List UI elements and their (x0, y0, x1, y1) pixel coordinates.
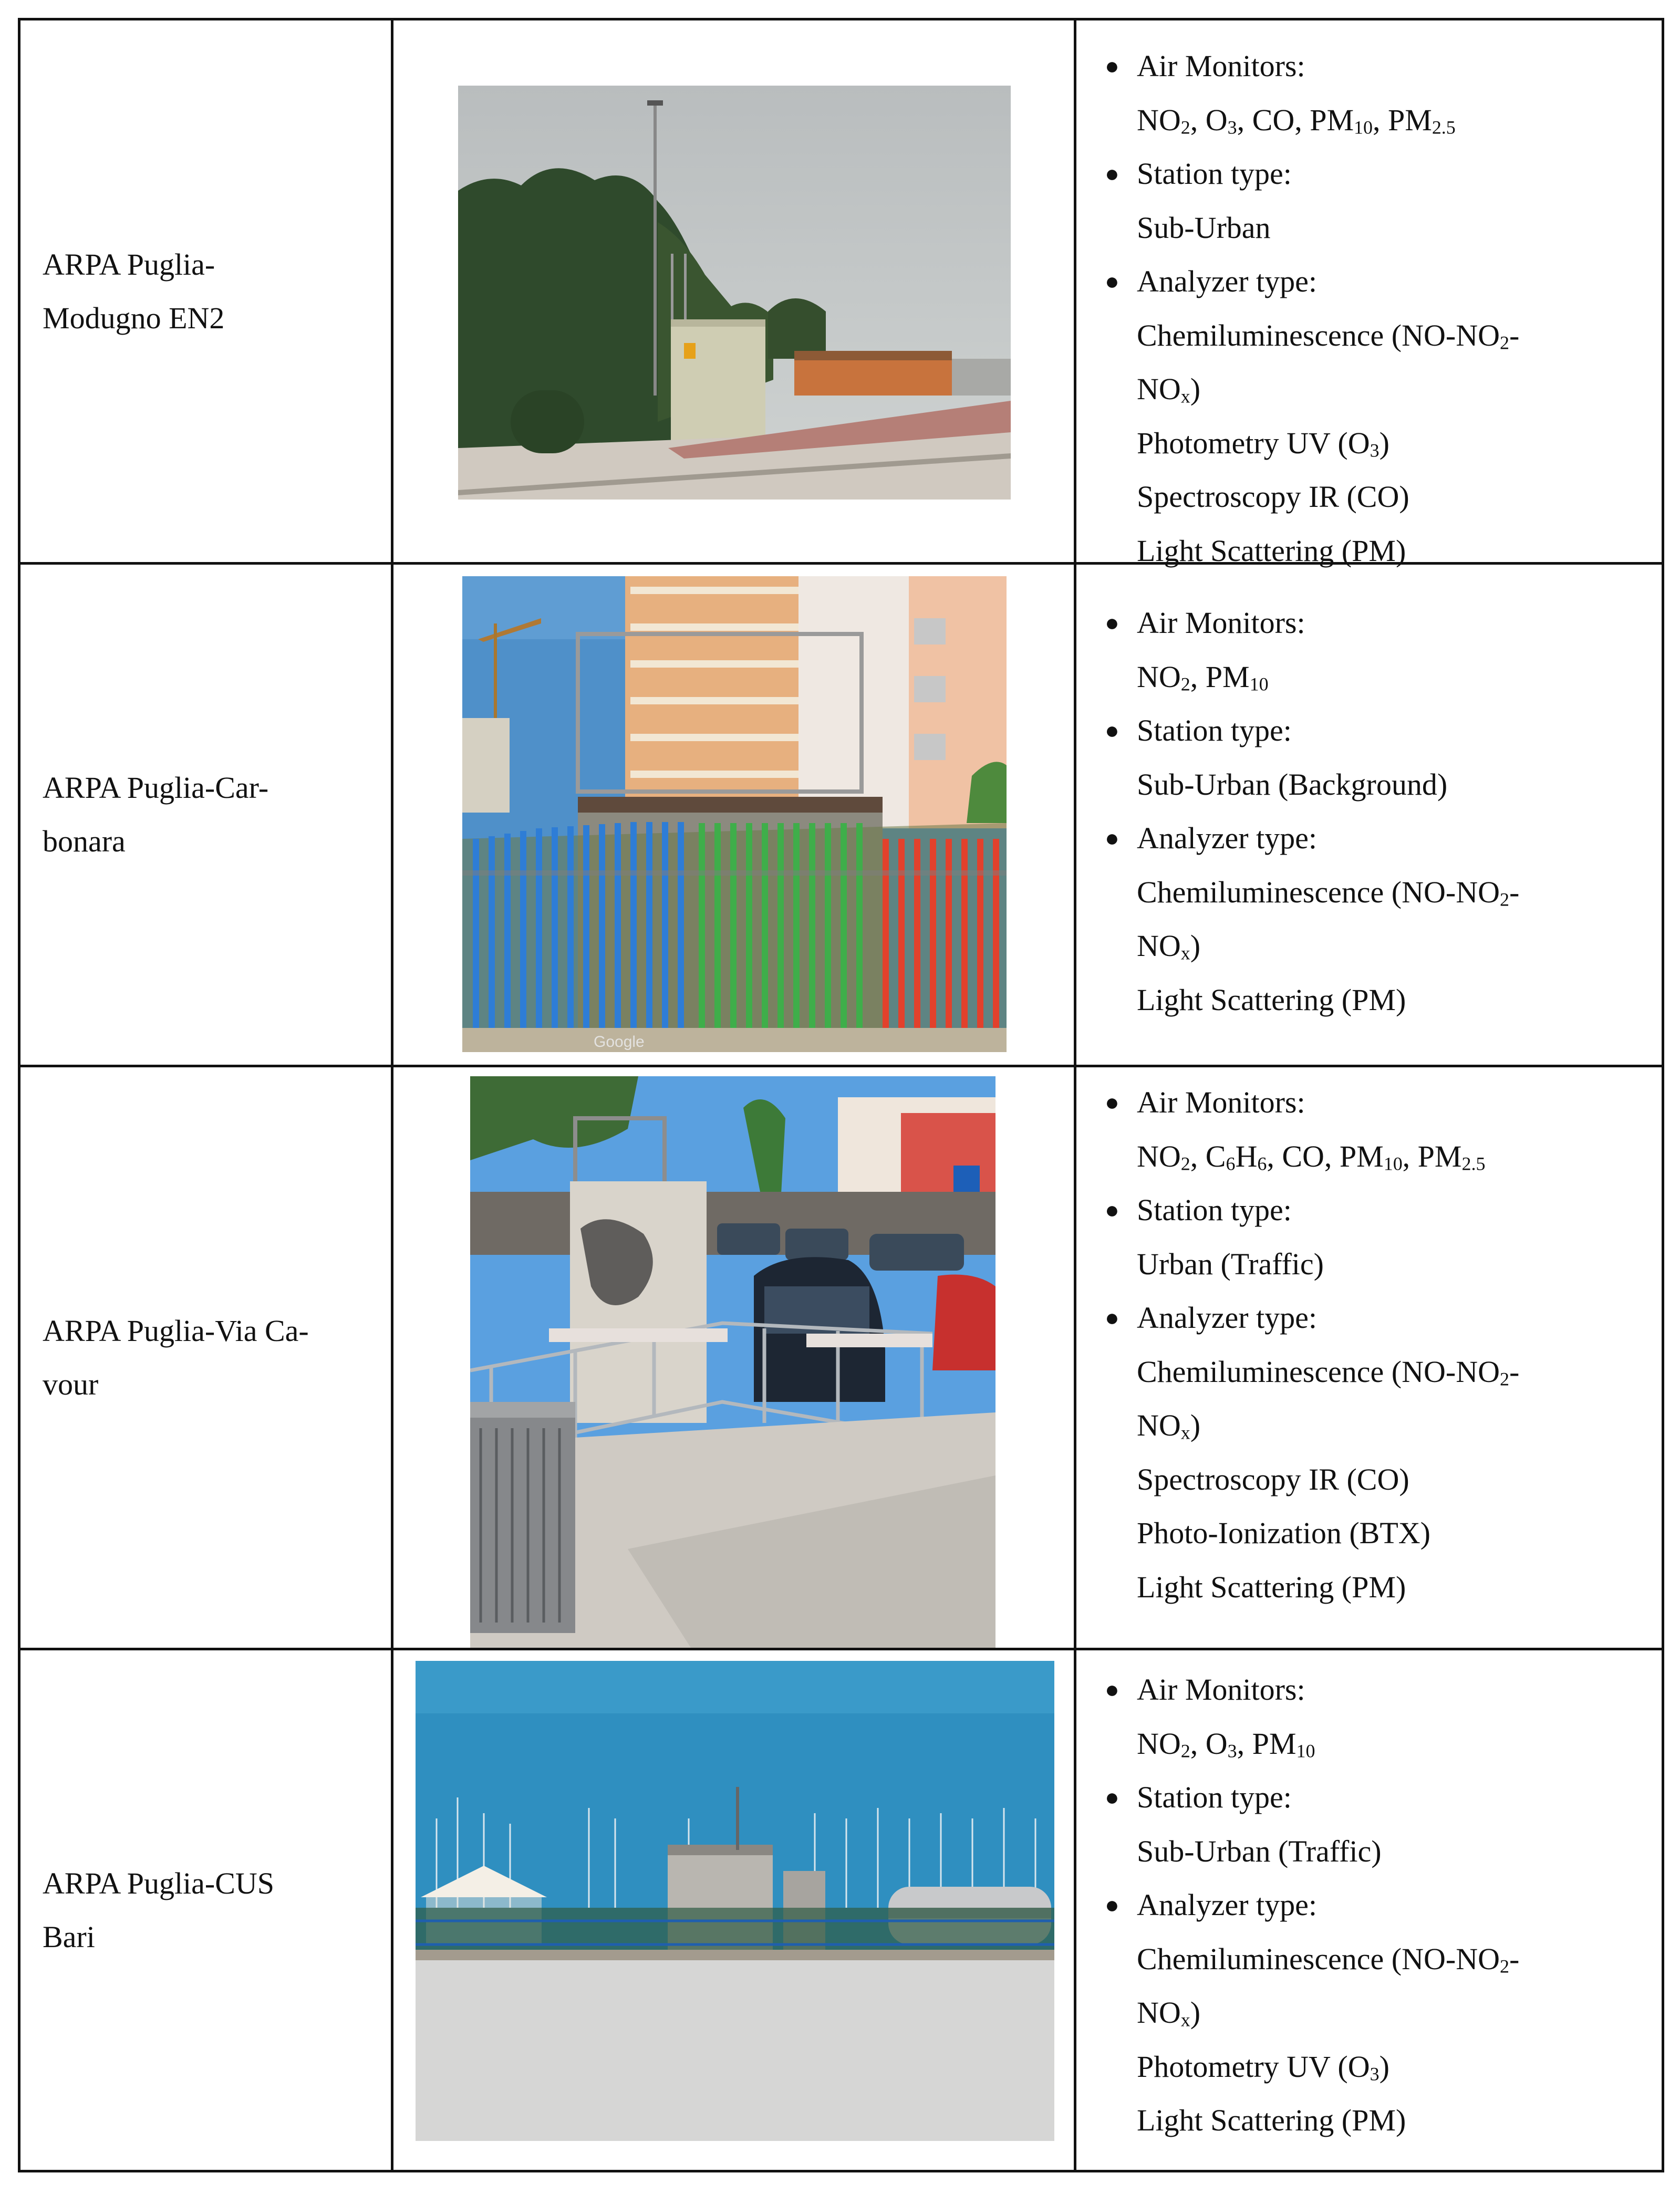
analyzer-line: $NO_x$) (1137, 372, 1201, 407)
table-row (20, 1067, 1662, 1650)
station-photo (462, 576, 1007, 1052)
list-item: ● Analyzer type: (1105, 1301, 1318, 1335)
list-item: ● Station type: (1105, 1193, 1292, 1227)
station-name: ARPA Puglia-CUS Bari (43, 1866, 275, 1954)
stations-table (18, 18, 1664, 2172)
pollutants-line: $NO_2$, $O_3$, CO, $PM_{10}$, $PM_{2.5}$ (1137, 102, 1456, 138)
pollutants-line: $NO_2$, $PM_{10}$ (1137, 659, 1269, 694)
info-cell (1076, 565, 1662, 1065)
analyzer-line: Light Scattering (PM) (1137, 533, 1406, 568)
station-type-value: Urban (Traffic) (1137, 1246, 1324, 1281)
photo-watermark: Google (594, 1033, 645, 1051)
list-item: ● Analyzer type: (1105, 1888, 1318, 1922)
analyzer-line: Chemiluminescence ($NO-NO_2-$ (1137, 875, 1520, 910)
station-type-value: Sub-Urban (Traffic) (1137, 1834, 1382, 1868)
analyzer-line: Light Scattering (PM) (1137, 1569, 1406, 1604)
list-item: ● Air Monitors: (1105, 1672, 1305, 1707)
station-info (1097, 596, 1641, 1027)
analyzer-line: Chemiluminescence ($NO-NO_2-$ (1137, 1354, 1520, 1389)
photo-cell (393, 20, 1076, 562)
analyzer-line: Photo-Ionization (BTX) (1137, 1516, 1430, 1550)
analyzer-line: $NO_x$) (1137, 929, 1201, 964)
photo-cell (393, 565, 1076, 1065)
list-item: ● Air Monitors: (1105, 1085, 1305, 1119)
analyzer-line: Photometry UV $(O_3)$ (1137, 2049, 1389, 2084)
analyzer-line: Light Scattering (PM) (1137, 982, 1406, 1017)
table-row (20, 20, 1662, 568)
pollutants-line: $NO_2$, $O_3$, $PM_{10}$ (1137, 1726, 1315, 1761)
list-item: ● Station type: (1105, 1780, 1292, 1814)
table-row (20, 1650, 1662, 2170)
station-name: ARPA Puglia-Via Ca- vour (43, 1313, 309, 1401)
station-photo (416, 1661, 1054, 2141)
list-item: ● Air Monitors: (1105, 606, 1305, 640)
station-info (1097, 1076, 1641, 1614)
info-cell (1076, 20, 1662, 568)
table-row (20, 565, 1662, 1067)
pollutants-line: $NO_2$, $C_6H_6$, CO, $PM_{10}$, $PM_{2.5}$ (1137, 1139, 1486, 1174)
list-item: ● Air Monitors: (1105, 49, 1305, 83)
station-type-value: Sub-Urban (Background) (1137, 767, 1448, 802)
analyzer-line: Chemiluminescence ($NO-NO_2-$ (1137, 318, 1520, 353)
station-name-cell (20, 1067, 393, 1648)
photo-cell (393, 1067, 1076, 1648)
analyzer-line: $NO_x$) (1137, 1995, 1201, 2031)
station-name-cell (20, 1650, 393, 2170)
station-photo (470, 1076, 995, 1648)
analyzer-line: Light Scattering (PM) (1137, 2103, 1406, 2137)
analyzer-line: Photometry UV $(O_3)$ (1137, 425, 1389, 461)
station-name: ARPA Puglia- Modugno EN2 (43, 247, 225, 335)
station-info (1097, 39, 1641, 578)
station-name: ARPA Puglia-Car- bonara (43, 771, 269, 858)
list-item: ● Station type: (1105, 713, 1292, 747)
list-item: ● Station type: (1105, 157, 1292, 191)
analyzer-line: Spectroscopy IR (CO) (1137, 480, 1409, 514)
photo-cell (393, 1650, 1076, 2170)
analyzer-line: Spectroscopy IR (CO) (1137, 1462, 1409, 1496)
station-type-value: Sub-Urban (1137, 210, 1271, 245)
station-photo (458, 86, 1011, 500)
station-info (1097, 1663, 1641, 2148)
analyzer-line: $NO_x$) (1137, 1408, 1201, 1443)
analyzer-line: Chemiluminescence ($NO-NO_2-$ (1137, 1941, 1520, 1977)
list-item: ● Analyzer type: (1105, 264, 1318, 298)
info-cell (1076, 1650, 1662, 2170)
station-name-cell (20, 565, 393, 1065)
info-cell (1076, 1067, 1662, 1648)
list-item: ● Analyzer type: (1105, 821, 1318, 855)
station-name-cell (20, 20, 393, 562)
